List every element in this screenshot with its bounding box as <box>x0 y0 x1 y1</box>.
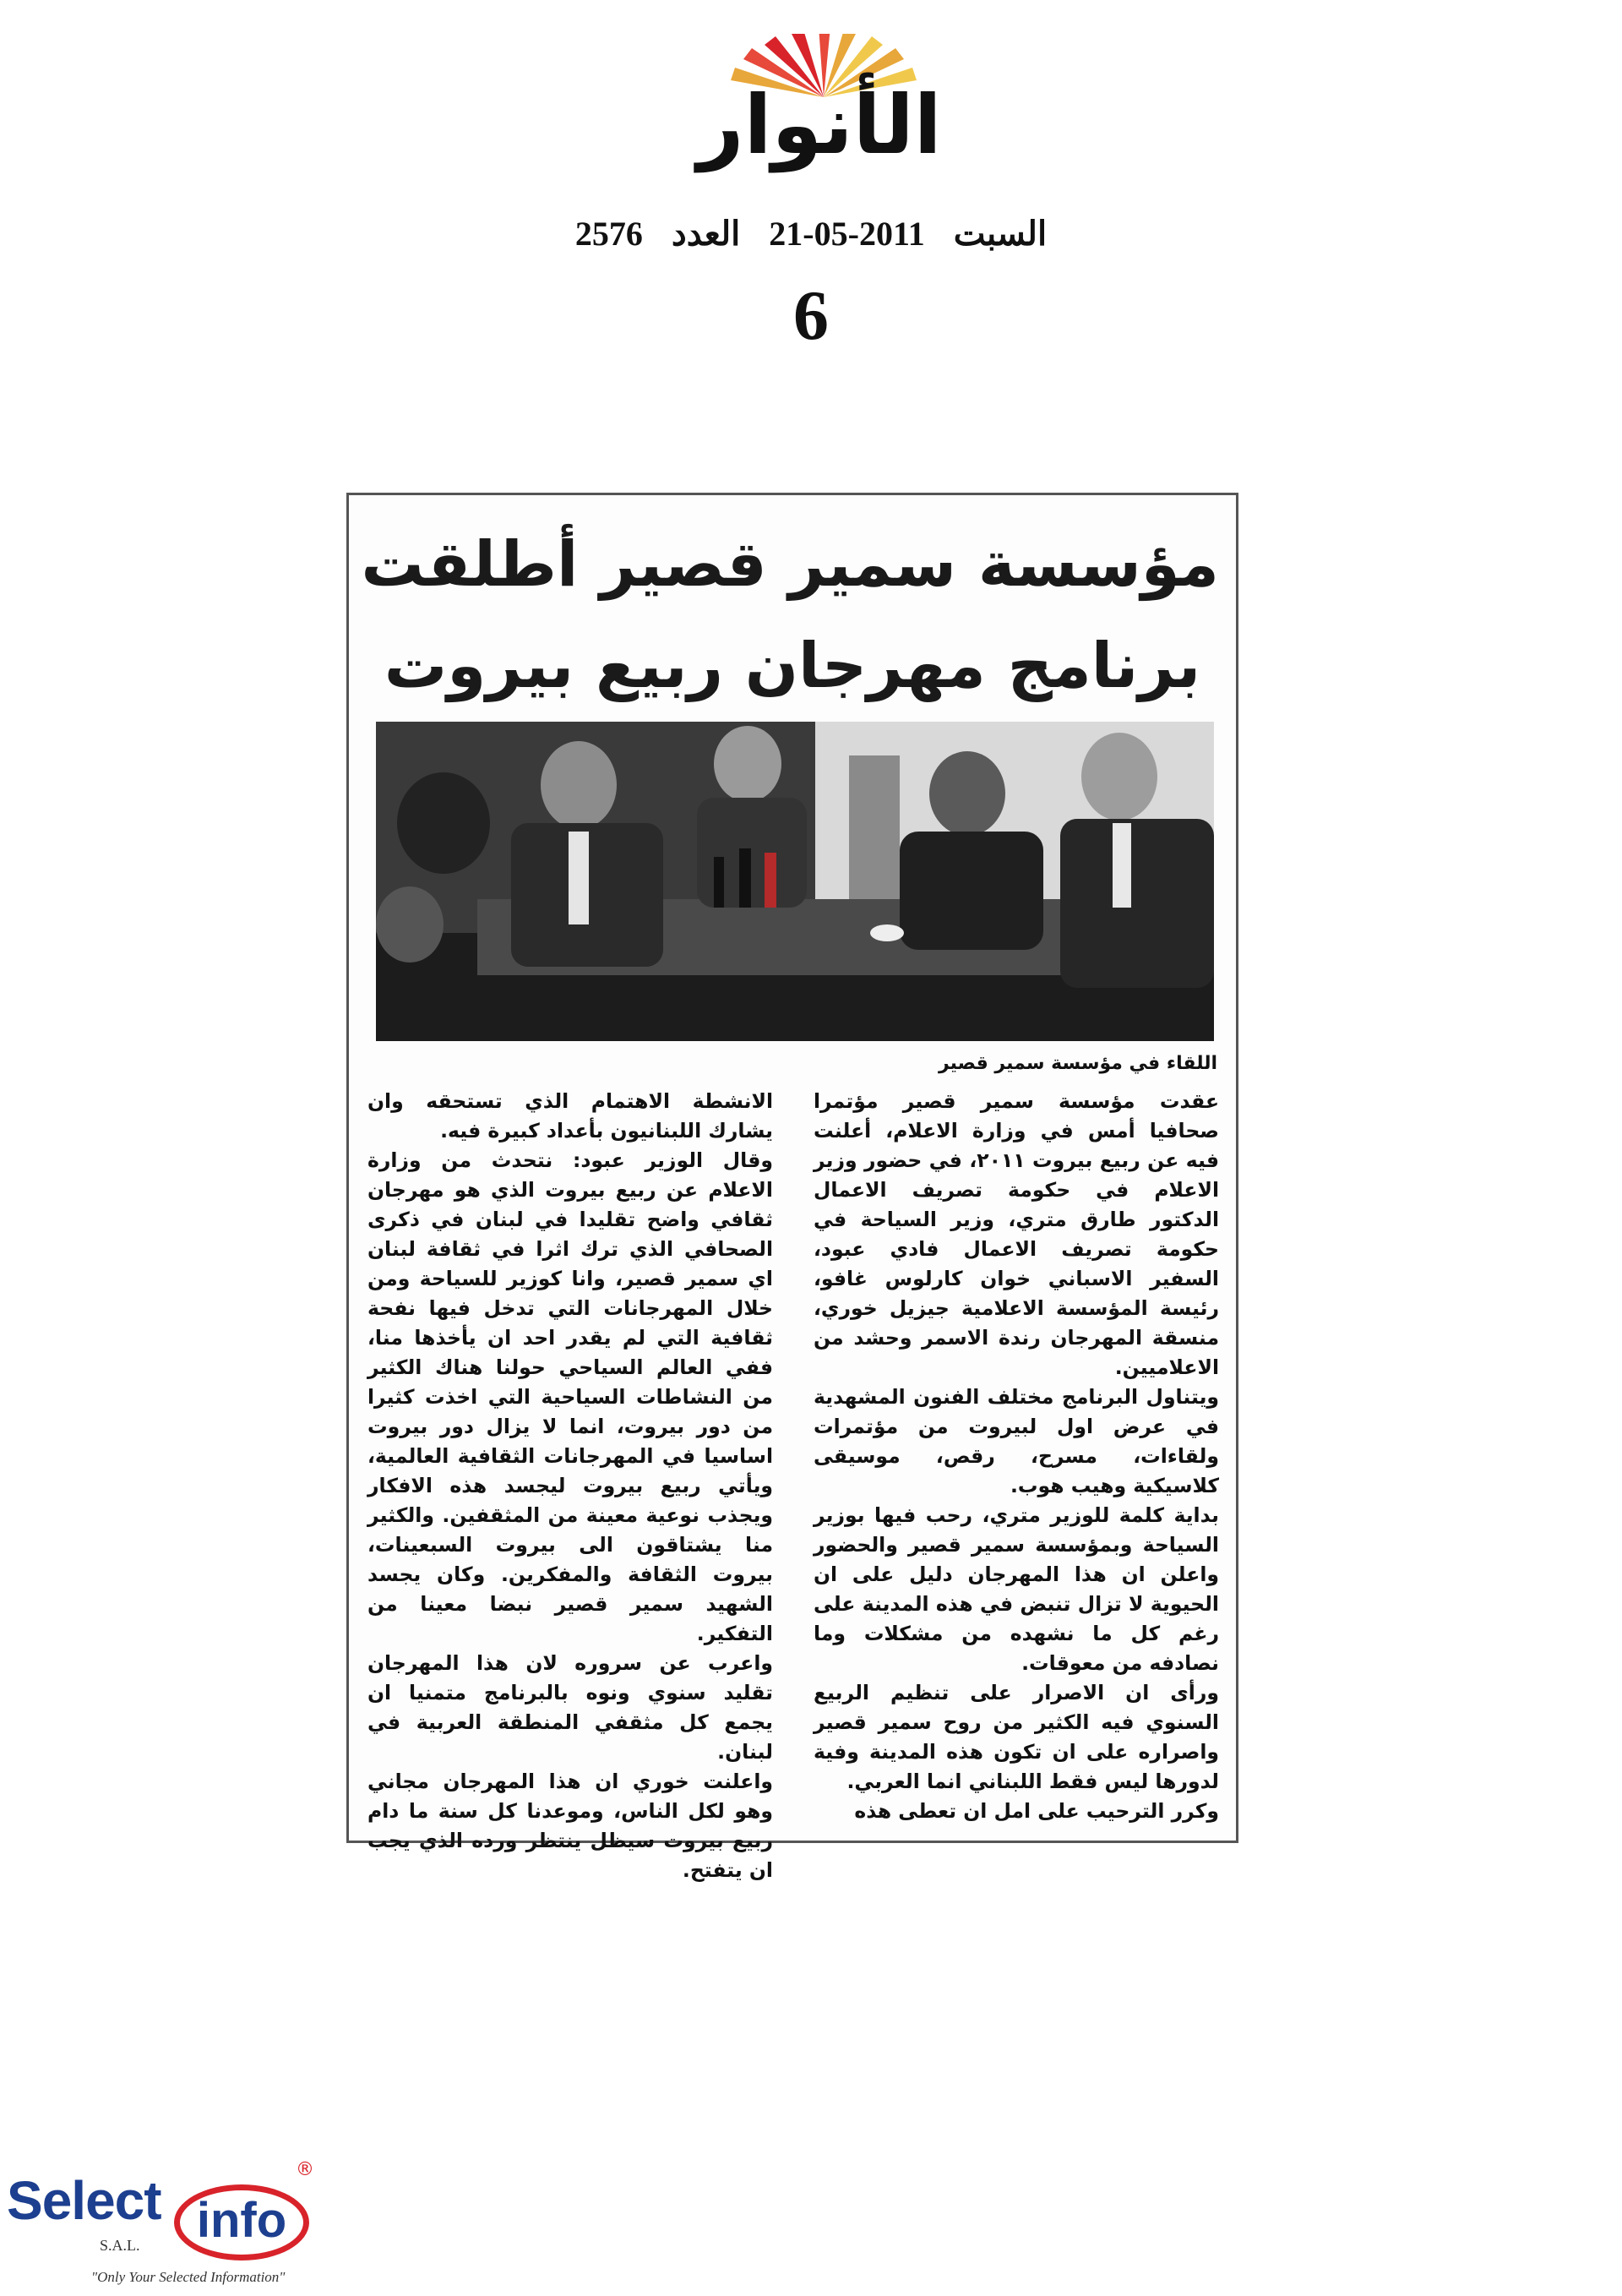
headline-line-2: برنامج مهرجان ربيع بيروت <box>384 630 1201 702</box>
logo-select-text: Select <box>7 2170 161 2231</box>
issue-date: 2011-05-21 <box>769 215 925 253</box>
paragraph: ورأى ان الاصرار على تنظيم الربيع السنوي فيه الكثير من روح سمير قصير واصراره على ان تكون هذه المدينة وفية لدورها ليس فقط اللبناني انما العربي. <box>814 1681 1219 1793</box>
issue-number: 2576 <box>574 215 643 253</box>
logo-sal: S.A.L. <box>100 2237 140 2254</box>
article-column-left <box>367 1087 773 1885</box>
paragraph: عقدت مؤسسة سمير قصير مؤتمرا صحافيا أمس في وزارة الاعلام، أعلنت فيه عن ربيع بيروت ٢٠١١، في حضور وزير الاعلام في حكومة تصريف الاعمال الدكتور طارق متري، وزير السياحة في حكومة تصريف الاعمال فادي عبود، السفير الاسباني خوان كارلوس غافو، رئيسة المؤسسة الاعلامية جيزيل خوري، منسقة المهرجان رندة الاسمر وحشد من الاعلاميين. <box>814 1089 1219 1379</box>
registered-mark: ® <box>296 2159 314 2180</box>
masthead-title: الأنوار <box>697 78 942 172</box>
photo-caption: اللقاء في مؤسسة سمير قصير <box>939 1053 1217 1074</box>
article-photo <box>376 722 1214 1041</box>
article-column-right <box>814 1087 1219 1826</box>
paragraph: وكرر الترحيب على امل ان تعطى هذه <box>854 1799 1219 1823</box>
issue-dateline <box>0 214 1622 254</box>
press-conference-photo <box>376 722 1214 1041</box>
issue-day: السبت <box>953 215 1048 253</box>
paragraph: ويتناول البرنامج مختلف الفنون المشهدية في عرض اول لبيروت من مؤتمرات ولقاءات، مسرح، رقص، موسيقى كلاسيكية وهيب هوب. <box>814 1385 1219 1497</box>
paragraph: وقال الوزير عبود: نتحدث من وزارة الاعلام عن ربيع بيروت الذي هو مهرجان ثقافي واضح تقليدا في لبنان في ذكرى الصحافي الذي ترك اثرا في ثقافة لبنان اي سمير قصير، وانا كوزير للسياحة ومن خلال المهرجانات التي تدخل فيها نفحة ثقافية التي لم يقدر احد ان يأخذها منا، ففي العالم السياحي حولنا هناك الكثير من النشاطات السياحية التي اخذت كثيرا من دور بيروت، انما لا يزال دور بيروت اساسيا في المهرجانات الثقافية العالمية، ويأتي ربيع بيروت ليجسد هذه الافكار ويجذب نوعية معينة من المثقفين. والكثير منا يشتاقون الى بيروت السبعينات، بيروت الثقافة والمفكرين. وكان يجسد الشهيد سمير قصير نبضا معينا من التفكير. <box>367 1148 773 1645</box>
newspaper-masthead <box>642 34 997 172</box>
paragraph: بداية كلمة للوزير متري، رحب فيها بوزير السياحة وبمؤسسة سمير قصير والحضور واعلن ان هذا المهرجان دليل على ان الحيوية لا تزال تنبض في هذه المدينة على رغم كل ما نشهده من مشكلات وما نصادفه من معوقات. <box>814 1503 1219 1675</box>
issue-number-label: العدد <box>671 215 741 253</box>
paragraph: الانشطة الاهتمام الذي تستحقه وان يشارك اللبنانيون بأعداد كبيرة فيه. <box>367 1089 773 1143</box>
paragraph: واعلنت خوري ان هذا المهرجان مجاني وهو لكل الناس، وموعدنا كل سنة ما دام ربيع بيروت سيظل ينتظر ورده الذي يجب ان يتفتح. <box>367 1770 773 1882</box>
page-number: 6 <box>793 276 829 355</box>
logo-tagline: "Only Your Selected Information" <box>91 2269 286 2285</box>
headline-line-1: مؤسسة سمير قصير أطلقت <box>361 528 1219 601</box>
paragraph: واعرب عن سروره لان هذا المهرجان تقليد سنوي ونوه بالبرنامج متمنيا ان يجمع كل مثقفي المنطقة العربية في لبنان. <box>367 1651 773 1764</box>
selectinfo-logo <box>7 2159 319 2290</box>
article-clipping <box>346 493 1238 1882</box>
logo-info-text: info <box>174 2184 309 2261</box>
